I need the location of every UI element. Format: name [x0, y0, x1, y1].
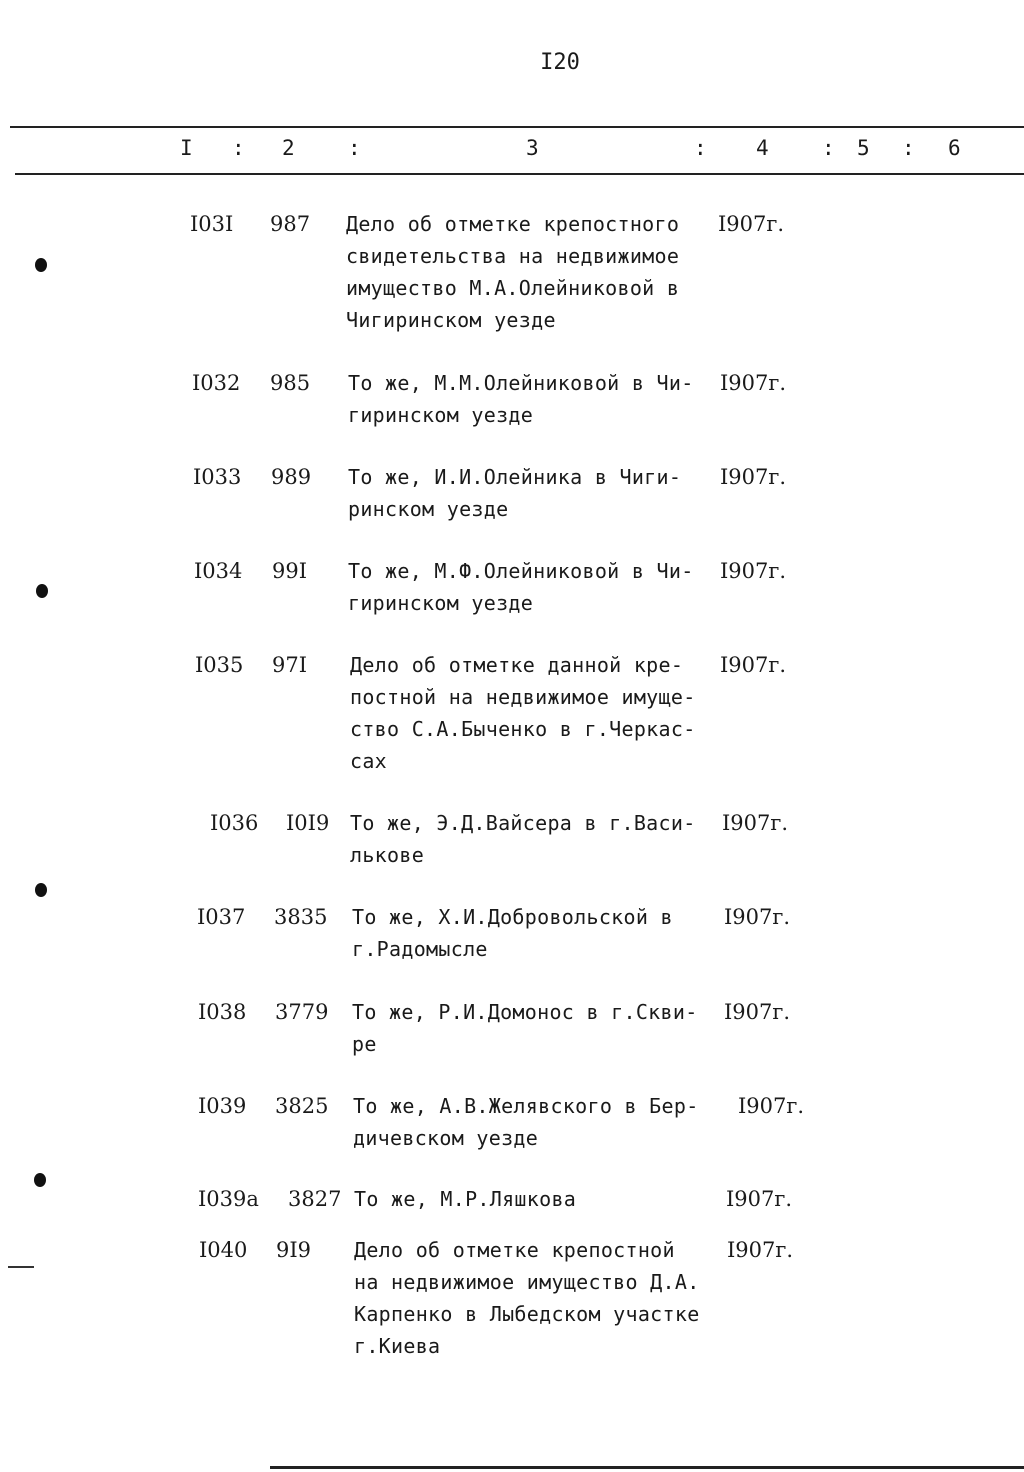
bottom-rule: [270, 1466, 1024, 1469]
entry-year: I907г.: [718, 212, 785, 236]
old-number: I0I9: [286, 811, 330, 835]
entry-description: [346, 208, 679, 336]
column-separator: :: [348, 136, 361, 160]
description-line: постной на недвижимое имуще-: [350, 685, 696, 709]
column-separator: :: [694, 136, 707, 160]
old-number: 3825: [275, 1094, 329, 1118]
entry-number: I036: [210, 811, 259, 835]
entry-number: I039: [198, 1094, 247, 1118]
column-header-4: 4: [756, 136, 769, 160]
entry-description: [348, 367, 694, 431]
old-number: 985: [270, 371, 311, 395]
entry-number: I039а: [198, 1187, 259, 1211]
description-line: ство С.А.Быченко в г.Черкас-: [350, 717, 696, 741]
column-separator: :: [822, 136, 835, 160]
entry-number: I034: [194, 559, 243, 583]
description-line: То же, А.В.Желявского в Бер-: [353, 1094, 699, 1118]
punch-hole: [34, 1173, 46, 1187]
old-number: 3827: [288, 1187, 342, 1211]
column-separator: :: [902, 136, 915, 160]
header-top-rule: [10, 126, 1024, 128]
description-line: гиринском уезде: [348, 403, 534, 427]
description-line: То же, М.Р.Ляшкова: [354, 1187, 577, 1211]
old-number: 3835: [274, 905, 328, 929]
entry-description: [350, 649, 696, 777]
description-line: То же, Х.И.Добровольской в: [352, 905, 673, 929]
entry-number: I035: [195, 653, 244, 677]
entry-description: [350, 807, 696, 871]
margin-mark: [8, 1266, 34, 1268]
header-bottom-rule: [15, 173, 1024, 175]
column-header-2: 2: [282, 136, 295, 160]
page-number: I20: [540, 50, 580, 75]
entry-year: I907г.: [720, 371, 787, 395]
entry-number: I040: [199, 1238, 248, 1262]
entry-year: I907г.: [722, 811, 789, 835]
old-number: 989: [271, 465, 312, 489]
description-line: г.Киева: [354, 1334, 441, 1358]
column-header-1: I: [180, 136, 193, 160]
description-line: гиринском уезде: [348, 591, 534, 615]
description-line: г.Радомысле: [352, 937, 488, 961]
old-number: 987: [270, 212, 311, 236]
description-line: То же, Р.И.Домонос в г.Скви-: [352, 1000, 698, 1024]
description-line: ринском уезде: [348, 497, 509, 521]
entry-year: I907г.: [724, 1000, 791, 1024]
description-line: Дело об отметке данной кре-: [350, 653, 684, 677]
description-line: лькове: [350, 843, 425, 867]
entry-year: I907г.: [724, 905, 791, 929]
description-line: То же, Э.Д.Вайсера в г.Васи-: [350, 811, 696, 835]
description-line: сах: [350, 749, 388, 773]
entry-description: [354, 1183, 576, 1215]
old-number: 97I: [272, 653, 308, 677]
entry-year: I907г.: [720, 653, 787, 677]
column-header-6: 6: [948, 136, 961, 160]
column-separator: :: [232, 136, 245, 160]
description-line: То же, И.И.Олейника в Чиги-: [348, 465, 682, 489]
description-line: То же, М.М.Олейниковой в Чи-: [348, 371, 694, 395]
description-line: Карпенко в Лыбедском участке: [354, 1302, 700, 1326]
description-line: То же, М.Ф.Олейниковой в Чи-: [348, 559, 694, 583]
description-line: дичевском уезде: [353, 1126, 539, 1150]
entry-description: [352, 901, 673, 965]
entry-number: I033: [193, 465, 242, 489]
entry-year: I907г.: [738, 1094, 805, 1118]
entry-number: I037: [197, 905, 246, 929]
description-line: ре: [352, 1032, 377, 1056]
entry-number: I032: [192, 371, 241, 395]
column-header-3: 3: [526, 136, 539, 160]
entry-description: [354, 1234, 700, 1362]
description-line: имущество М.А.Олейниковой в: [346, 276, 680, 300]
entry-description: [348, 461, 681, 525]
description-line: Дело об отметке крепостного: [346, 212, 680, 236]
entry-year: I907г.: [727, 1238, 794, 1262]
punch-hole: [35, 258, 47, 272]
punch-hole: [36, 584, 48, 598]
description-line: свидетельства на недвижимое: [346, 244, 680, 268]
description-line: на недвижимое имущество Д.А.: [354, 1270, 700, 1294]
punch-hole: [35, 883, 47, 897]
old-number: 3779: [275, 1000, 329, 1024]
entry-number: I03I: [190, 212, 234, 236]
entry-description: [348, 555, 694, 619]
entry-description: [353, 1090, 699, 1154]
description-line: Чигиринском уезде: [346, 308, 556, 332]
old-number: 99I: [272, 559, 308, 583]
entry-year: I907г.: [720, 465, 787, 489]
old-number: 9I9: [276, 1238, 312, 1262]
column-header-5: 5: [857, 136, 870, 160]
entry-year: I907г.: [726, 1187, 793, 1211]
entry-year: I907г.: [720, 559, 787, 583]
entry-number: I038: [198, 1000, 247, 1024]
entry-description: [352, 996, 698, 1060]
description-line: Дело об отметке крепостной: [354, 1238, 675, 1262]
